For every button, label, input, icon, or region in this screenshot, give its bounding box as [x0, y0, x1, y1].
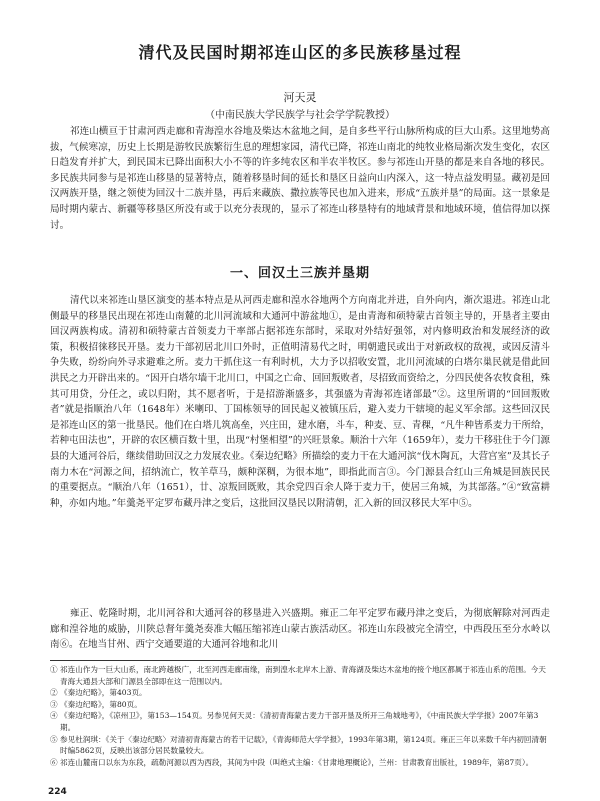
article-title: 清代及民国时期祁连山区的多民族移垦过程	[138, 43, 462, 62]
abstract-paragraph: 祁连山横亘于甘肃河西走廊和青海湟水谷地及柴达木盆地之间，是自多些平行山脉所构成的巨大山系。这里地势高拔，气候寒凉，历史上长期是游牧民族繁衍生息的理想家园，清代已降，祁连山南北的纯牧业格局渐次发生变化，农区日趋发育并扩大，到民国末已降出面积大小不等的许多纯农区和半农半牧区。参与祁连山开垦的都是来自各地的移民。多民族共同参与是祁连山移垦的显著特点，随着移垦时间的延长和垦区日益向山内深入，这一特点益发明显。藏初是回汉两族开垦，继之领使为回汉十二族并垦，再后来藏族、撒拉族等民也加入进来，形成“五族并垦”的局面。这一景象是局时期内蒙古、新疆等移垦区所没有或于以充分表现的，显示了祁连山移垦特有的地域背景和地域环境，值信得加以探讨。	[50, 126, 550, 231]
page-number: 224	[48, 787, 67, 797]
footnote-item: ③ 《秦边纪略》，第80页。	[50, 699, 142, 709]
body-paragraph-1: 清代以来祁连山垦区演变的基本特点是从河西走廊和湟水谷地两个方向南北并进，自外向内，渐次退进。祁连山北侧最早的移垦民出现在祁连山南麓的北川河流域和大通河中游盆地①，是由青海和硕特蒙古首领主导的，开垦者主要由回汉两族构成。清初和硕特蒙古首领麦力干率部占据祁连东部时，采取对外结好强邻，对内修明政治和发展经济的政策，积极招徕移民开垦。麦力干部初居北川口外时，正值明清易代之时，明朝遗民或出于对新政权的敌视，或因反清斗争失败，纷纷向外寻求避难之所。麦力干抓住这一有利时机，大力予以招收安置，北川河流域的白塔尔巢民就是借此回洪民之力开辟出来的。“因开白塔尔墙干北川口，中国之亡命、回回叛败者，尽招致而资给之，分四民使各农牧食租，殊其可用贷，分任之，或以归附，其不愿者听，于是招游渐盛多，其强盛为青海祁连诸部最”②。这里所谓的“回回叛败者”就是指顺治八年（1648年）米喇印、丁国栋领导的回民起义被镇压后，避入麦力干辖境的起义军余部。这些回汉民是祁连山区的第一批垦民。他们在白塔儿筑高垒，兴庄田，建水磨，斗车，种麦、豆、青稞，“凡牛种皆系麦力干所给，若种屯田法也”，开辟的农区横百数十里，出现“村堡相望”的兴旺景象。顺治十六年（1659年），麦力干移驻住于今门源县的大通河谷后，继续借助回汉之力发展农业。《秦边纪略》所描绘的麦力干在大通河滨“伐木陶瓦，大营宫室”及其长子南力木在“河源之间，招纳流亡，牧羊草马，颇种深稠，为很本地”，即指此而言③。今门源县合红山三角城是回族民民的重要据点。“顺治八年（1651），廿、凉叛回既败，其余党四百余人降于麦力干，使居三角城，为其部落。”④“致富耕种，亦如内地。”年羹尧平定罗布藏丹津之变后，这批回汉垦民以附清朝，汇入新的回汉移民大军中⑤。	[50, 295, 550, 509]
footnote-item: ④ 《秦边纪略》，《凉州卫》，第153—154页。另参见何天灵：《清初青海蒙古麦力干部开垦及所开三角城地考》，《中南民族大学学报》2007年第3期。	[50, 711, 539, 732]
footnote-item: ① 祁连山作为一巨大山系，南北跨越极广，北至河西走廊南缘，南到湟水北岸木上游、青海湖及柴达木盆地的接个地区都属于祁连山系的范围。今天青海大通县大部和门源县全部即在这一范围以内。	[50, 665, 546, 686]
footnote-item: ⑤ 参见杜润琪：《关于〈秦边纪略〉对清初青海蒙古的若干记载》，《青海师范大学学报》，1993年第3期，第124页。雍正三年以来数千年内初回清朝时编5862页，反映出该部分居民数量较大。	[50, 734, 547, 756]
body-paragraph-2: 雍正、乾隆时期，北川河谷和大通河谷的移垦进入兴盛期。雍正二年平定罗布藏丹津之变后，为彻底解除对河西走廊和湟谷地的威胁，川陕总督年羹尧奏准大幅压缩祁连山蒙古族活动区。祁连山东段被完全清空，中西段压至分水岭以南⑥。在地当甘州、西宁交通要道的大通河谷地和北川	[50, 608, 550, 651]
footnote-divider	[50, 660, 290, 661]
footnotes-list	[50, 664, 550, 768]
author-name: 河天灵	[283, 91, 317, 104]
author-affiliation: （中南民族大学民族学与社会学学院教授）	[205, 110, 395, 121]
footnote-item: ② 《秦边纪略》，第403页。	[50, 688, 147, 698]
footnote-item: ⑥ 祁连山麓南口以东为东段，疏勒河源以西为西段，其间为中段（叫绝式主编：《甘肃地理概论》，兰州：甘肃教育出版社，1989年，第87页）。	[50, 757, 534, 767]
section-heading: 一、回汉土三族并垦期	[229, 266, 370, 281]
